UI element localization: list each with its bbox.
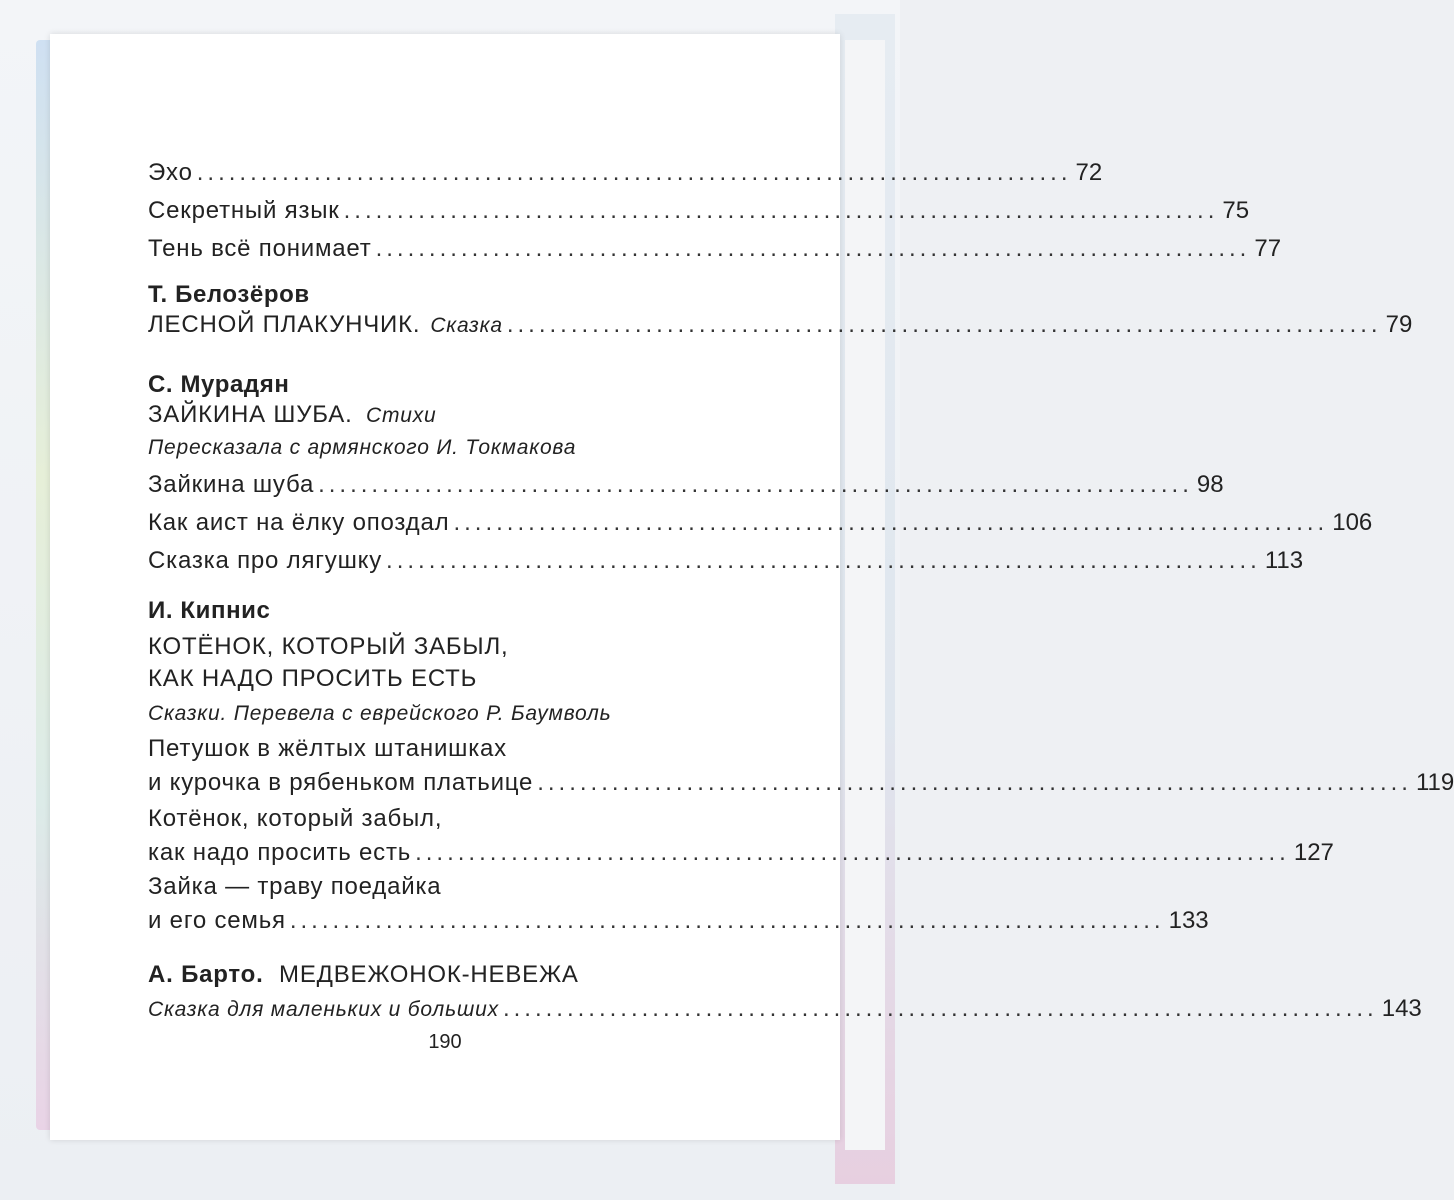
toc-entry [148, 766, 1454, 800]
author-name: Т. Белозёров [148, 281, 310, 308]
entry-page: 143 [1381, 995, 1422, 1022]
dot-leader: .................................................................................. [318, 471, 1193, 498]
entry-title: Эхо [148, 159, 193, 186]
dot-leader: .................................................................................. [196, 159, 1072, 186]
entry-title: и курочка в рябеньком платьице [148, 769, 534, 796]
entry-page: 119 [1415, 769, 1454, 796]
entry-page: 106 [1332, 509, 1373, 536]
translator-credit: Сказки. Перевела с еврейского Р. Баумволь [148, 702, 612, 725]
entry-title: Зайкина шуба [148, 471, 315, 498]
dot-leader: .................................................................................. [289, 907, 1165, 934]
entry-title: Секретный язык [148, 197, 340, 224]
translator-credit: Пересказала с армянского И. Токмакова [148, 436, 577, 459]
work-genre: Сказка [430, 314, 503, 337]
dot-leader: .................................................................................. [375, 235, 1251, 262]
entry-page: 98 [1196, 471, 1224, 498]
page-number: 190 [428, 1031, 462, 1053]
toc-entry [148, 232, 1282, 266]
work-title-line: КОТЁНОК, КОТОРЫЙ ЗАБЫЛ, [148, 633, 509, 660]
dot-leader: .................................................................................. [537, 769, 1412, 796]
entry-title: Сказка про лягушку [148, 547, 383, 574]
entry-title-line: Петушок в жёлтых штанишках [148, 735, 507, 762]
entry-page: 72 [1075, 159, 1103, 186]
toc-entry [148, 992, 1422, 1026]
entry-title-line: Котёнок, который забыл, [148, 805, 443, 832]
work-title: ЛЕСНОЙ ПЛАКУНЧИК. [148, 311, 421, 338]
entry-page: 75 [1222, 197, 1250, 224]
toc-entry [148, 194, 1250, 228]
entry-title: Как аист на ёлку опоздал [148, 509, 450, 536]
entry-title: Тень всё понимает [148, 235, 372, 262]
dot-leader: .................................................................................. [502, 995, 1378, 1022]
entry-title: как надо просить есть [148, 839, 412, 866]
work-heading [148, 958, 579, 992]
work-title: МЕДВЕЖОНОК-НЕВЕЖА [279, 961, 579, 988]
work-heading [148, 398, 437, 433]
entry-page: 113 [1264, 547, 1304, 574]
dot-leader: .................................................................................. [386, 547, 1261, 574]
work-subtitle: Сказка для маленьких и больших [148, 998, 499, 1021]
book-page [50, 34, 1454, 1140]
work-title-line: КАК НАДО ПРОСИТЬ ЕСТЬ [148, 665, 478, 692]
work-genre: Стихи [366, 404, 437, 427]
entry-page: 79 [1385, 311, 1413, 338]
author-name: А. Барто. [148, 961, 264, 988]
dot-leader: .................................................................................. [343, 197, 1219, 224]
toc-entry [148, 904, 1209, 938]
toc-entry [148, 156, 1103, 190]
entry-page: 127 [1293, 839, 1334, 866]
dot-leader: .................................................................................. [415, 839, 1290, 866]
author-name: И. Кипнис [148, 597, 271, 624]
entry-page: 77 [1254, 235, 1282, 262]
toc-entry [148, 308, 1413, 342]
author-name: С. Мурадян [148, 371, 290, 398]
entry-page: 133 [1168, 907, 1209, 934]
entry-title: и его семья [148, 907, 286, 934]
dot-leader: .................................................................................. [453, 509, 1329, 536]
toc-entry [148, 468, 1224, 502]
toc-entry [148, 506, 1373, 540]
dot-leader: .................................................................................. [506, 311, 1382, 338]
work-title: ЗАЙКИНА ШУБА. [148, 401, 353, 428]
entry-title-line: Зайка — траву поедайка [148, 873, 442, 900]
toc-entry [148, 836, 1334, 870]
toc-entry [148, 544, 1304, 578]
